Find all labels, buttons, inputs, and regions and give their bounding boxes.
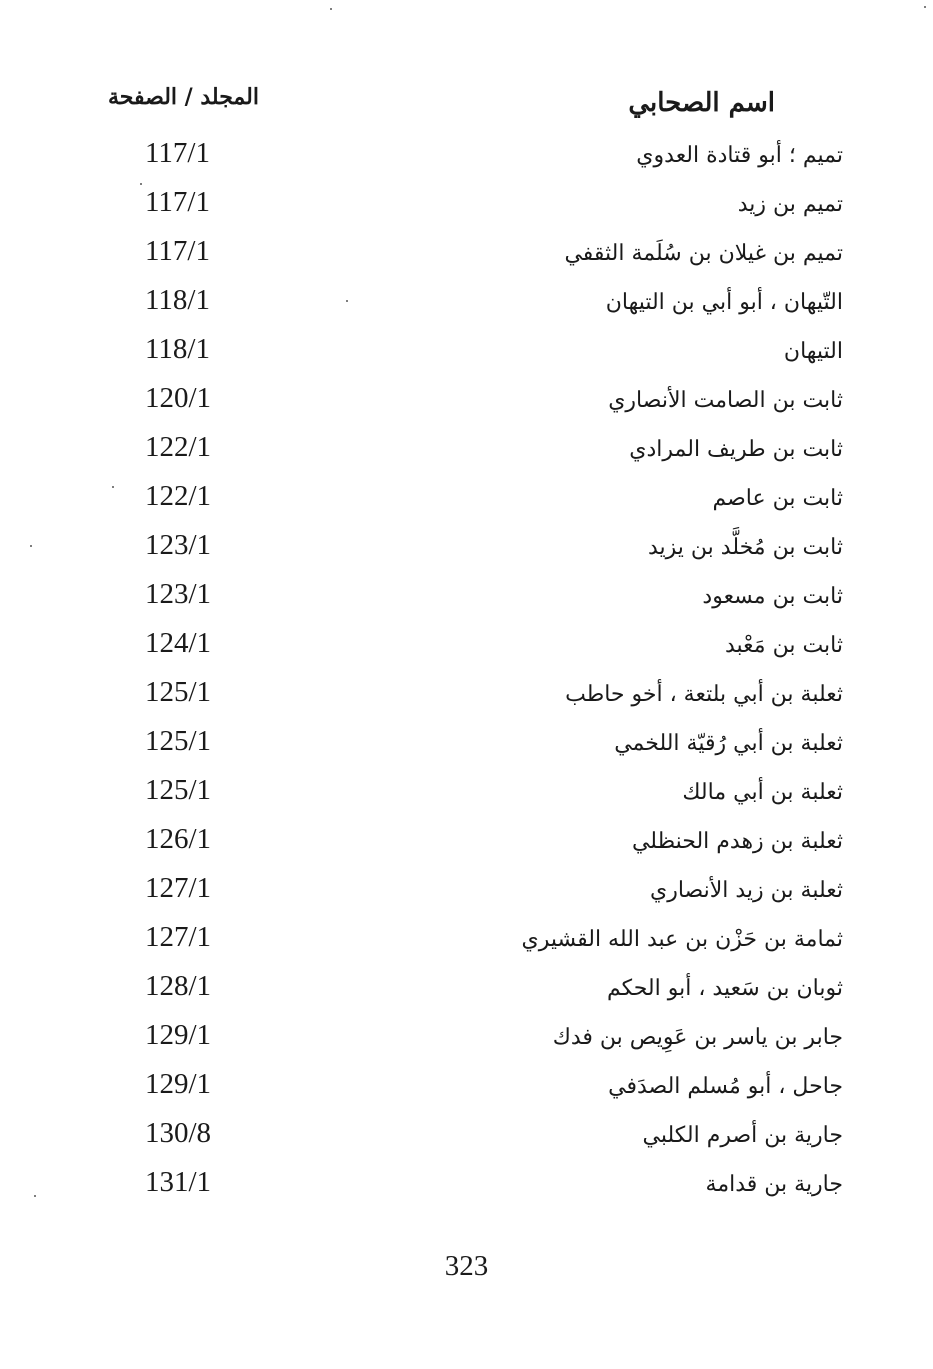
volume-page-ref: 129/1 <box>145 1068 212 1100</box>
companion-name: ثابت بن طريف المرادي <box>629 437 843 462</box>
volume-page-ref: 118/1 <box>145 284 210 316</box>
volume-page-ref: 122/1 <box>145 431 212 463</box>
entry-row <box>0 574 933 623</box>
volume-page-ref: 128/1 <box>145 970 212 1002</box>
companion-name: ثابت بن الصامت الأنصاري <box>608 388 843 413</box>
volume-page-ref: 122/1 <box>145 480 212 512</box>
entry-row <box>0 1064 933 1113</box>
volume-page-ref: 117/1 <box>145 235 210 267</box>
volume-page-ref: 127/1 <box>145 921 212 953</box>
entry-row <box>0 476 933 525</box>
entry-row <box>0 770 933 819</box>
entry-row <box>0 672 933 721</box>
entry-row <box>0 868 933 917</box>
companion-name: ثعلبة بن أبي مالك <box>682 780 843 805</box>
companion-name: التيهان <box>783 339 843 364</box>
companion-name: ثابت بن مسعود <box>702 584 843 609</box>
entry-row <box>0 1015 933 1064</box>
companion-name: تميم بن غيلان بن سُلَمة الثقفي <box>564 241 843 266</box>
volume-page-ref: 118/1 <box>145 333 210 365</box>
volume-page-ref: 125/1 <box>145 725 212 757</box>
scan-speck <box>34 1195 36 1197</box>
volume-page-ref: 117/1 <box>145 137 210 169</box>
scan-speck <box>346 300 348 302</box>
companion-name: ثابت بن مُخلَّد بن يزيد <box>647 535 843 560</box>
entry-row <box>0 427 933 476</box>
companion-name: جارية بن قدامة <box>705 1172 843 1197</box>
entry-row <box>0 329 933 378</box>
entry-row <box>0 721 933 770</box>
companion-name: ثعلبة بن أبي رُقيّة اللخمي <box>614 731 843 756</box>
reference-column-header: المجلد / الصفحة <box>108 84 259 110</box>
entry-row <box>0 917 933 966</box>
volume-page-ref: 120/1 <box>145 382 212 414</box>
companion-name: جاحل ، أبو مُسلم الصدَفي <box>608 1074 843 1099</box>
volume-page-ref: 127/1 <box>145 872 212 904</box>
companion-name: تميم بن زيد <box>737 192 843 217</box>
companion-name: جابر بن ياسر بن عَوِيص بن فدك <box>552 1025 843 1050</box>
volume-page-ref: 126/1 <box>145 823 212 855</box>
volume-page-ref: 129/1 <box>145 1019 212 1051</box>
companion-name: ثمامة بن حَزْن بن عبد الله القشيري <box>521 927 843 952</box>
companion-name: ثعلبة بن زيد الأنصاري <box>649 878 843 903</box>
volume-page-ref: 125/1 <box>145 774 212 806</box>
entry-row <box>0 182 933 231</box>
companion-name: ثابت بن مَعْبد <box>725 633 843 658</box>
volume-page-ref: 125/1 <box>145 676 212 708</box>
entry-row <box>0 378 933 427</box>
companion-name: ثوبان بن سَعيد ، أبو الحكم <box>606 976 843 1001</box>
entries-list <box>0 133 933 1211</box>
name-column-header: اسم الصحابي <box>628 88 775 118</box>
volume-page-ref: 131/1 <box>145 1166 212 1198</box>
companion-name: ثعلبة بن أبي بلتعة ، أخو حاطب <box>565 682 843 707</box>
companion-name: ثابت بن عاصم <box>712 486 843 511</box>
companion-name: جارية بن أصرم الكلبي <box>642 1123 843 1148</box>
scan-speck <box>140 183 142 185</box>
companion-name: تميم ؛ أبو قتادة العدوي <box>636 143 843 168</box>
entry-row <box>0 1113 933 1162</box>
volume-page-ref: 130/8 <box>145 1117 212 1149</box>
scan-speck <box>30 545 32 547</box>
entry-row <box>0 623 933 672</box>
entry-row <box>0 966 933 1015</box>
volume-page-ref: 117/1 <box>145 186 210 218</box>
scan-speck <box>924 6 926 8</box>
entry-row <box>0 525 933 574</box>
volume-page-ref: 123/1 <box>145 578 212 610</box>
entry-row <box>0 231 933 280</box>
entry-row <box>0 280 933 329</box>
companion-name: التّيهان ، أبو أبي بن التيهان <box>605 290 843 315</box>
scan-speck <box>112 486 114 488</box>
scan-speck <box>330 8 332 10</box>
volume-page-ref: 124/1 <box>145 627 212 659</box>
entry-row <box>0 819 933 868</box>
entry-row <box>0 133 933 182</box>
page-number: 323 <box>444 1250 489 1282</box>
entry-row <box>0 1162 933 1211</box>
companion-name: ثعلبة بن زهدم الحنظلي <box>631 829 843 854</box>
volume-page-ref: 123/1 <box>145 529 212 561</box>
